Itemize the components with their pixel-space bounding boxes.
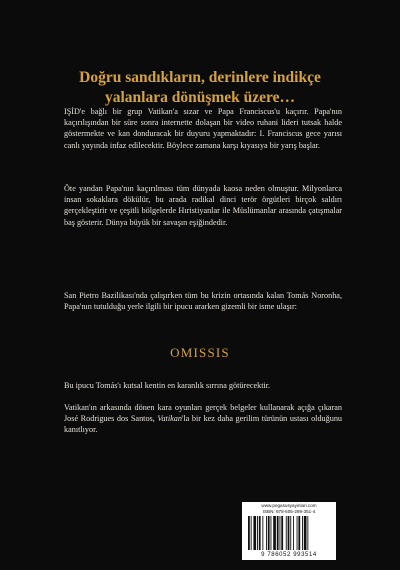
- barcode-stripe: [290, 516, 291, 550]
- barcode-stripe: [262, 516, 263, 550]
- isbn-text: ISBN: 978-605-299-351-4: [262, 509, 316, 514]
- barcode-stripe: [259, 516, 261, 550]
- paragraph-clue: Bu ipucu Tomás'ı kutsal kentin en karanlık sırrına götürecektir.: [64, 381, 271, 390]
- barcode-stripe: [257, 516, 258, 550]
- barcode-stripe: [251, 516, 252, 550]
- barcode-label: [242, 502, 336, 560]
- headline-line-1: Doğru sandıkların, derinlere indikçe: [79, 69, 321, 86]
- barcode-number: 9 786052 993514: [261, 552, 317, 558]
- author-text-end: 'la bir kez daha gerilim türünün ustası olduğunu kanıtlıyor.: [64, 414, 343, 435]
- paragraph-author: [64, 402, 342, 436]
- barcode-stripe: [273, 516, 276, 550]
- keyword-omissis: OMISSIS: [170, 345, 230, 360]
- barcode-stripe: [298, 516, 300, 550]
- book-title-italic: Vatikan: [157, 414, 182, 424]
- barcode-stripe: [297, 516, 298, 550]
- barcode-stripe: [304, 516, 307, 550]
- barcode-stripe: [277, 516, 279, 550]
- barcode-stripe: [307, 516, 308, 550]
- barcode-stripe: [281, 516, 283, 550]
- barcode-stripe: [248, 516, 250, 550]
- paragraph-tomas: San Pietro Bazilikası'nda çalışırken tüm bu krizin ortasında kalan Tomás Noronha, Papa'nın tutulduğu yerle ilgili bir ipucu ararken gizemli bir isme ulaşır:: [64, 291, 342, 312]
- barcode-stripe: [302, 516, 303, 550]
- barcode-stripe: [288, 516, 290, 550]
- barcode-stripe: [286, 516, 287, 550]
- barcode-stripe: [293, 516, 294, 550]
- publisher-url: www.pegasusyayinlari.com: [261, 503, 317, 508]
- author-text-start: Vatikan'ın arkasında dönen kara oyunları gerçek belgeler kullanarak açığa çıkaran José Rodrigues dos Santos,: [64, 403, 342, 424]
- barcode-stripe: [271, 516, 272, 550]
- barcode-stripe: [266, 516, 267, 550]
- barcode-icon: [248, 516, 330, 550]
- headline-line-2: yalanlara dönüşmek üzere…: [104, 89, 296, 106]
- headline: [40, 68, 360, 108]
- paragraph-kidnapping: IŞİD'e bağlı bir grup Vatikan'a sızar ve Papa Franciscus'u kaçırır. Papa'nın kaçırılışından bir süre sonra internette dolaşan bir video ruhani lideri tutsak halde göstermekte ve kan donduracak bir duyuru yapmaktadır: I. Franciscus gece yarısı canlı yayında infaz edilecektir. Böylece zamana karşı kıyasıya bir yarış başlar.: [64, 107, 342, 150]
- barcode-stripe: [268, 516, 270, 550]
- barcode-stripe: [280, 516, 281, 550]
- barcode-stripe: [253, 516, 256, 550]
- paragraph-chaos: Öte yandan Papa'nın kaçırılması tüm dünyada kaosa neden olmuştur. Milyonlarca insan sokaklara dökülür, bu arada radikal dinci terör örgütleri birçok saldırı gerçekleştirir ve çeşitli bölgelerde Hıristiyanlar ile Müslümanlar arasında çatışmalar baş gösterir. Dünya büyük bir savaşın eşiğindedir.: [64, 184, 342, 227]
